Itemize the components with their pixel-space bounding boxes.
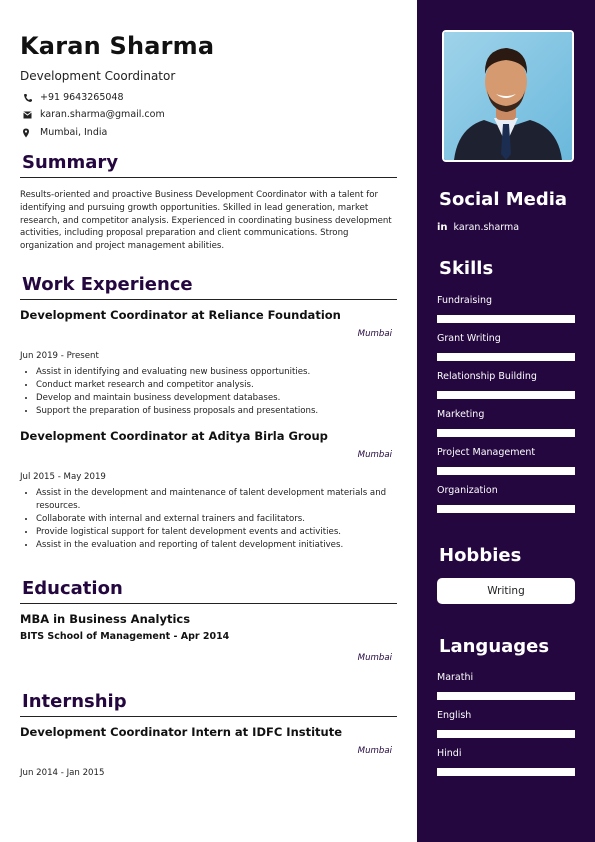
skill-name: Organization bbox=[437, 485, 498, 496]
candidate-role: Development Coordinator bbox=[20, 69, 176, 83]
summary-divider bbox=[20, 177, 397, 178]
job-dates: Jun 2019 - Present bbox=[20, 351, 99, 361]
languages-heading: Languages bbox=[439, 636, 550, 657]
education-divider bbox=[20, 603, 397, 604]
hobbies-heading: Hobbies bbox=[439, 545, 522, 566]
language-name: Hindi bbox=[437, 748, 462, 759]
job-title: Development Coordinator at Reliance Foundation bbox=[20, 308, 341, 322]
map-pin-icon bbox=[22, 128, 34, 138]
location-text: Mumbai, India bbox=[40, 127, 108, 138]
list-item: • Provide logistical support for talent development events and activities. bbox=[36, 526, 406, 539]
language-level-fill bbox=[437, 730, 575, 738]
skill-name: Relationship Building bbox=[437, 371, 537, 382]
job-title: Development Coordinator at Aditya Birla Group bbox=[20, 429, 328, 443]
skill-name: Project Management bbox=[437, 447, 536, 458]
language-level-bar bbox=[437, 692, 575, 700]
skill-level-bar bbox=[437, 391, 575, 399]
skill-name: Marketing bbox=[437, 409, 485, 420]
job-location: Mumbai bbox=[357, 329, 392, 339]
internship-dates: Jun 2014 - Jan 2015 bbox=[20, 768, 105, 778]
skill-level-fill bbox=[437, 391, 575, 399]
contact-email bbox=[22, 109, 165, 120]
phone-icon bbox=[22, 93, 34, 103]
school-name: BITS School of Management - Apr 2014 bbox=[20, 631, 230, 642]
skill-name: Fundraising bbox=[437, 295, 493, 306]
job-dates: Jul 2015 - May 2019 bbox=[20, 472, 106, 482]
language-name: Marathi bbox=[437, 672, 474, 683]
list-item: • Assist in the evaluation and reporting of talent development initiatives. bbox=[36, 539, 406, 552]
internship-heading: Internship bbox=[22, 691, 127, 712]
work-heading: Work Experience bbox=[22, 274, 193, 295]
skill-level-bar bbox=[437, 353, 575, 361]
skill-level-fill bbox=[437, 505, 575, 513]
skill-level-bar bbox=[437, 429, 575, 437]
skill-level-bar bbox=[437, 505, 575, 513]
skill-level-bar bbox=[437, 467, 575, 475]
language-level-bar bbox=[437, 768, 575, 776]
mail-icon bbox=[22, 110, 34, 120]
internship-location: Mumbai bbox=[357, 746, 392, 756]
internship-divider bbox=[20, 716, 397, 717]
linkedin-handle: karan.sharma bbox=[453, 222, 520, 233]
skills-heading: Skills bbox=[439, 258, 494, 279]
degree-title: MBA in Business Analytics bbox=[20, 612, 191, 626]
list-item: • Assist in the development and maintenance of talent development materials and resources. bbox=[36, 487, 406, 513]
list-item: • Assist in identifying and evaluating new business opportunities. bbox=[36, 366, 406, 379]
language-name: English bbox=[437, 710, 472, 721]
job-responsibilities bbox=[20, 366, 406, 418]
skill-name: Grant Writing bbox=[437, 333, 501, 344]
list-item: • Develop and maintain business development databases. bbox=[36, 392, 406, 405]
candidate-name: Karan Sharma bbox=[20, 32, 215, 60]
profile-photo bbox=[442, 30, 574, 162]
summary-heading: Summary bbox=[22, 152, 119, 173]
summary-text: Results-oriented and proactive Business Development Coordinator with a talent for identifying and pursuing growth opportunities. Skilled in lead generation, market research, and competitor analysis. Experienced in coordinating business development activities, including proposal preparation and client communications. Strong organization and project management abilities. bbox=[20, 190, 392, 252]
education-heading: Education bbox=[22, 578, 123, 599]
education-location: Mumbai bbox=[357, 653, 392, 663]
work-divider bbox=[20, 299, 397, 300]
email-address[interactable]: karan.sharma@gmail.com bbox=[40, 109, 165, 120]
portrait-image bbox=[444, 32, 572, 160]
social-media-heading: Social Media bbox=[439, 189, 568, 210]
language-level-bar bbox=[437, 730, 575, 738]
contact-phone bbox=[22, 92, 124, 103]
linkedin-link[interactable] bbox=[437, 222, 519, 233]
list-item: • Conduct market research and competitor analysis. bbox=[36, 379, 406, 392]
contact-location bbox=[22, 127, 107, 138]
language-level-fill bbox=[437, 768, 575, 776]
list-item: • Support the preparation of business proposals and presentations. bbox=[36, 405, 406, 418]
skill-level-bar bbox=[437, 315, 575, 323]
hobby-chip: Writing bbox=[437, 578, 575, 604]
skill-level-fill bbox=[437, 429, 575, 437]
job-location: Mumbai bbox=[357, 450, 392, 460]
phone-number: +91 9643265048 bbox=[40, 92, 124, 103]
skill-level-fill bbox=[437, 467, 575, 475]
internship-title: Development Coordinator Intern at IDFC Institute bbox=[20, 725, 343, 739]
skill-level-fill bbox=[437, 315, 575, 323]
language-level-fill bbox=[437, 692, 575, 700]
list-item: • Collaborate with internal and external trainers and facilitators. bbox=[36, 513, 406, 526]
linkedin-icon: in bbox=[437, 222, 448, 233]
skill-level-fill bbox=[437, 353, 575, 361]
job-responsibilities bbox=[20, 487, 406, 552]
